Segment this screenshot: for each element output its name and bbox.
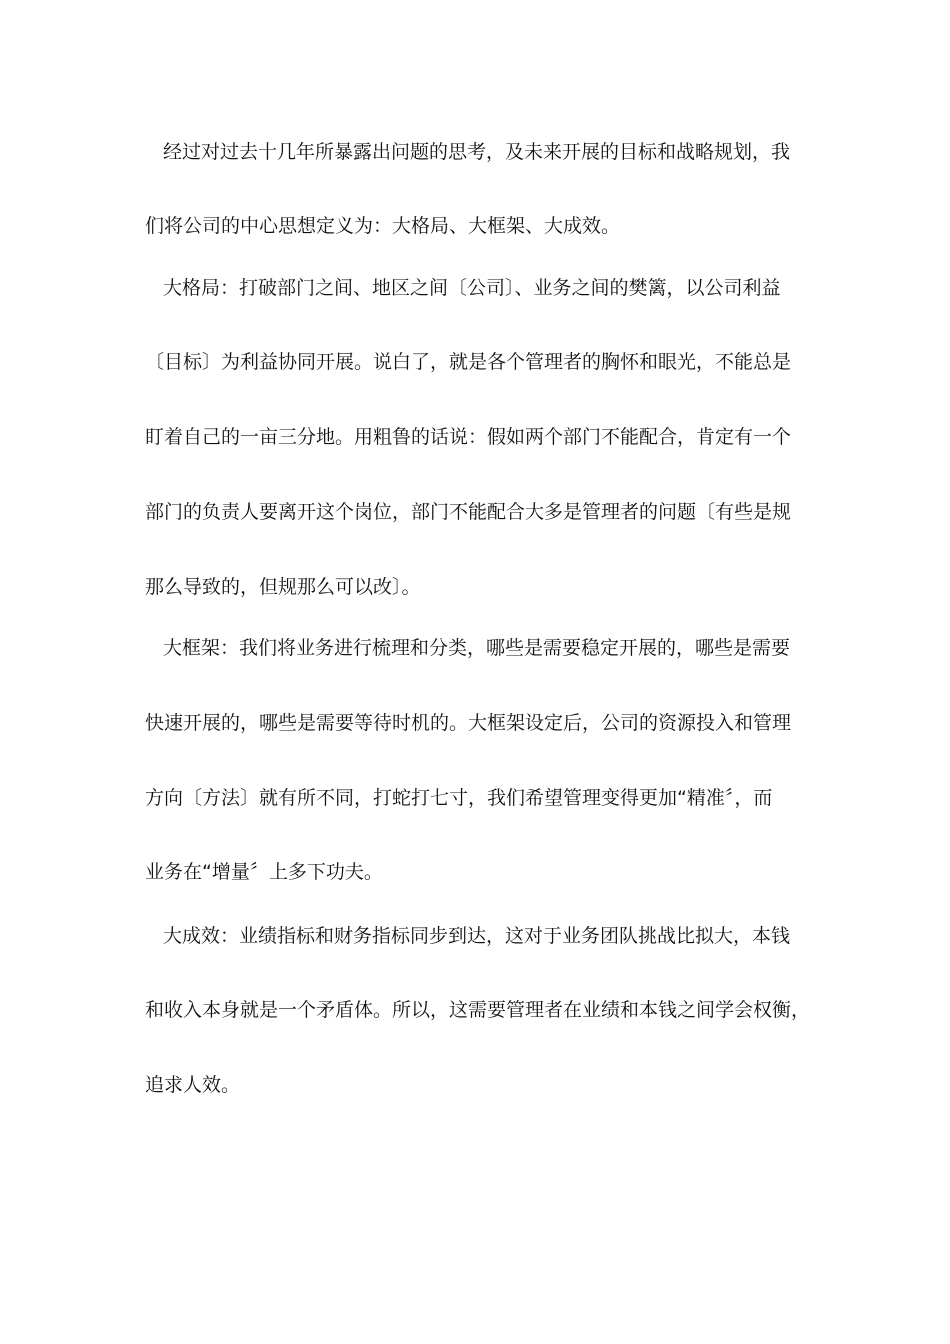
paragraph-4-line-2: 和收入本身就是一个矛盾体。所以，这需要管理者在业绩和本钱之间学会权衡， (145, 999, 811, 1021)
paragraph-3-line-2: 快速开展的，哪些是需要等待时机的。大框架设定后，公司的资源投入和管理 (145, 712, 792, 734)
paragraph-3-line-1: 大框架：我们将业务进行梳理和分类，哪些是需要稳定开展的，哪些是需要 (163, 637, 791, 659)
paragraph-2-line-1: 大格局：打破部门之间、地区之间〔公司〕、业务之间的樊篱，以公司利益 (163, 277, 781, 299)
paragraph-1-line-2: 们将公司的中心思想定义为：大格局、大框架、大成效。 (145, 215, 621, 237)
paragraph-3-line-3: 方向〔方法〕就有所不同，打蛇打七寸，我们希望管理变得更加“精准〞，而 (145, 787, 773, 809)
paragraph-2-line-3: 盯着自己的一亩三分地。用粗鲁的话说：假如两个部门不能配合，肯定有一个 (145, 426, 792, 448)
paragraph-2-line-2: 〔目标〕为利益协同开展。说白了，就是各个管理者的胸怀和眼光，不能总是 (145, 351, 792, 373)
paragraph-4-line-3: 追求人效。 (145, 1074, 241, 1096)
paragraph-2-line-4: 部门的负责人要离开这个岗位，部门不能配合大多是管理者的问题〔有些是规 (145, 501, 792, 523)
paragraph-1-line-1: 经过对过去十几年所暴露出问题的思考，及未来开展的目标和战略规划，我 (163, 141, 791, 163)
paragraph-4-line-1: 大成效：业绩指标和财务指标同步到达，这对于业务团队挑战比拟大，本钱 (163, 925, 791, 947)
paragraph-2-line-5: 那么导致的，但规那么可以改〕。 (145, 576, 421, 598)
paragraph-3-line-4: 业务在“增量〞上多下功夫。 (145, 861, 383, 883)
